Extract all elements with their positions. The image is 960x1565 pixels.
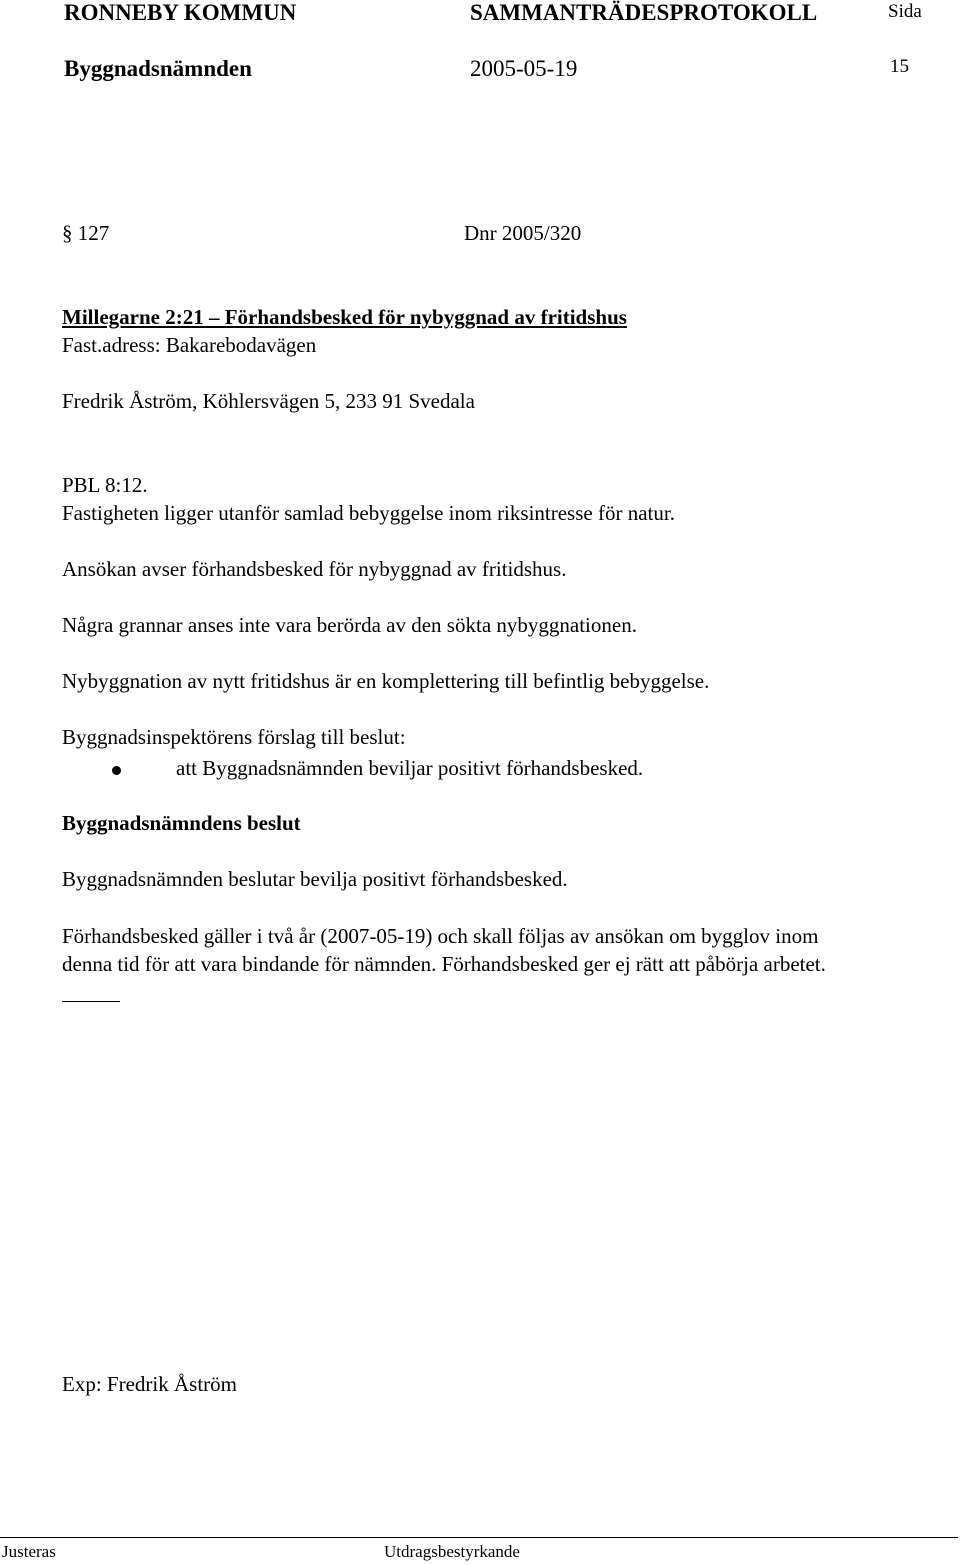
header-committee: Byggnadsnämnden [64,56,252,81]
bullet-icon [112,766,121,775]
dispatch-note: Exp: Fredrik Åström [62,1372,237,1396]
header-date: 2005-05-19 [470,56,578,81]
paragraph-number: § 127 [62,221,110,245]
case-line: Fastigheten ligger utanför samlad bebyggelse inom riksintresse för natur. [62,501,675,525]
case-line: Nybyggnation av nytt fritidshus är en komplettering till befintlig bebyggelse. [62,669,710,693]
case-title: Millegarne 2:21 – Förhandsbesked för nybyggnad av fritidshus [62,305,627,329]
diary-number: Dnr 2005/320 [464,221,582,245]
header-doc-type: SAMMANTRÄDESPROTOKOLL [470,0,818,25]
case-line: Ansökan avser förhandsbesked för nybyggnad av fritidshus. [62,557,567,581]
footer-justeras: Justeras [2,1542,56,1561]
decision-text: Byggnadsnämnden beslutar bevilja positivt förhandsbesked. [62,867,568,891]
header-org: RONNEBY KOMMUN [64,0,297,25]
property-address: Fast.adress: Bakarebodavägen [62,333,317,357]
footer-rule [0,1537,958,1538]
header-page-label: Sida [888,1,922,22]
end-rule [62,1001,120,1002]
case-line: Några grannar anses inte vara berörda av den sökta nybyggnationen. [62,613,637,637]
law-reference: PBL 8:12. [62,473,148,497]
header-page-number: 15 [890,56,909,77]
decision-heading: Byggnadsnämndens beslut [62,811,301,835]
applicant: Fredrik Åström, Köhlersvägen 5, 233 91 Svedala [62,389,475,413]
proposal-heading: Byggnadsinspektörens förslag till beslut: [62,725,406,749]
validity-line: Förhandsbesked gäller i två år (2007-05-19) och skall följas av ansökan om bygglov inom [62,924,819,948]
footer-utdragsbestyrkande: Utdragsbestyrkande [384,1542,520,1561]
proposal-item: att Byggnadsnämnden beviljar positivt förhandsbesked. [176,756,644,780]
validity-line: denna tid för att vara bindande för nämnden. Förhandsbesked ger ej rätt att påbörja arbetet. [62,952,826,976]
